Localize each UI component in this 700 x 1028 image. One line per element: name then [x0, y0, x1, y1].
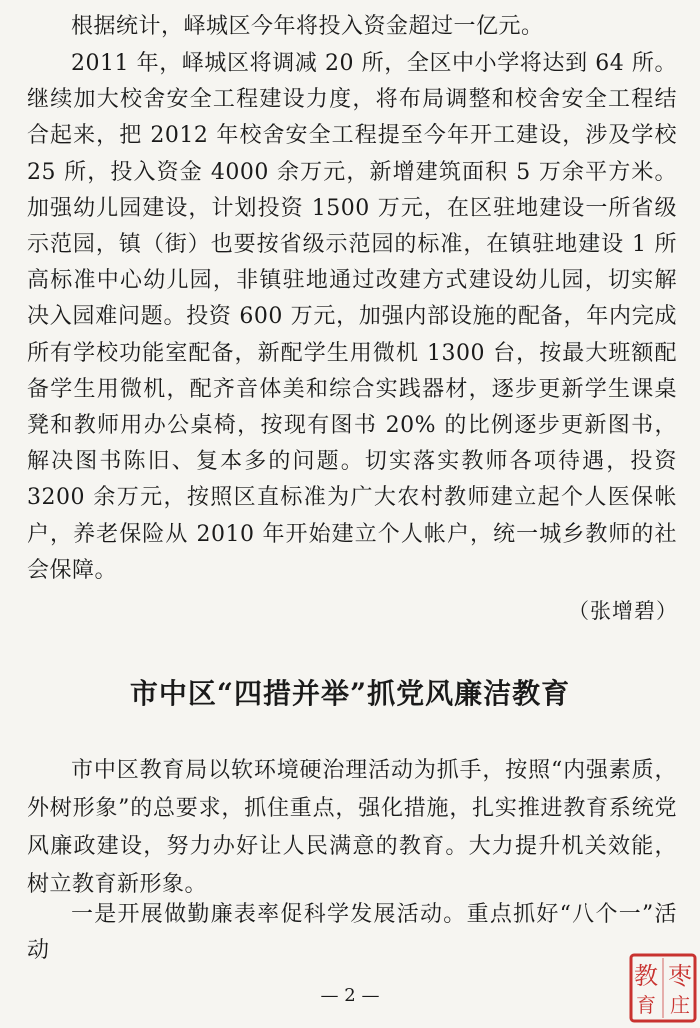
seal-char-jiao: 教 — [634, 962, 658, 990]
article-heading: 市中区“四措并举”抓党风廉洁教育 — [129, 677, 571, 710]
paragraph-2: 2011 年，峄城区将调减 20 所，全区中小学将达到 64 所。继续加大校舍安全工程建设力度，将布局调整和校舍安全工程结合起来，把 2012 年校舍安全工程提至今年开工建设，涉及学校 25 所，投入资金 4000 余万元，新增建筑面积 5 万余平方米。加强幼儿园建设，计划投资 1500 万元，在区驻地建设一所省级示范园，镇（街）也要按省级示范园的标准，在镇驻地建设 1 所高标准中心幼儿园，非镇驻地通过改建方式建设幼儿园，切实解决入园难问题。投资 600 万元，加强内部设施的配备，年内完成所有学校功能室配备，新配学生用微机 1300 台，按最大班额配备学生用微机，配齐音体美和综合实践器材，逐步更新学生课桌凳和教师用办公桌椅，按现有图书 20% 的比例逐步更新图书，解决图书陈旧、复本多的问题。切实落实教师各项待遇，投资 3200 余万元，按照区直标准为广大农村教师建立起个人医保帐户，养老保险从 2010 年开始建立个人帐户，统一城乡教师的社会保障。 — [27, 51, 677, 583]
paragraph-3: 市中区教育局以软环境硬治理活动为抓手，按照“内强素质，外树形象”的总要求，抓住重点，强化措施，扎实推进教育系统党风廉政建设，努力办好让人民满意的教育。大力提升机关效能，树立教育新形象。 — [27, 758, 677, 897]
paragraph-1: 根据统计，峄城区今年将投入资金超过一亿元。 — [71, 14, 544, 39]
article-author: （张增碧） — [568, 599, 678, 623]
seal-char-zao: 枣 — [668, 962, 692, 990]
seal-char-zhuang: 庄 — [670, 993, 690, 1017]
seal-stamp-icon — [628, 952, 698, 1024]
page-number: — 2 — — [320, 985, 380, 1006]
paragraph-4: 一是开展做勤廉表率促科学发展活动。重点抓好“八个一”活动 — [27, 902, 677, 964]
seal-char-yu: 育 — [636, 993, 656, 1017]
